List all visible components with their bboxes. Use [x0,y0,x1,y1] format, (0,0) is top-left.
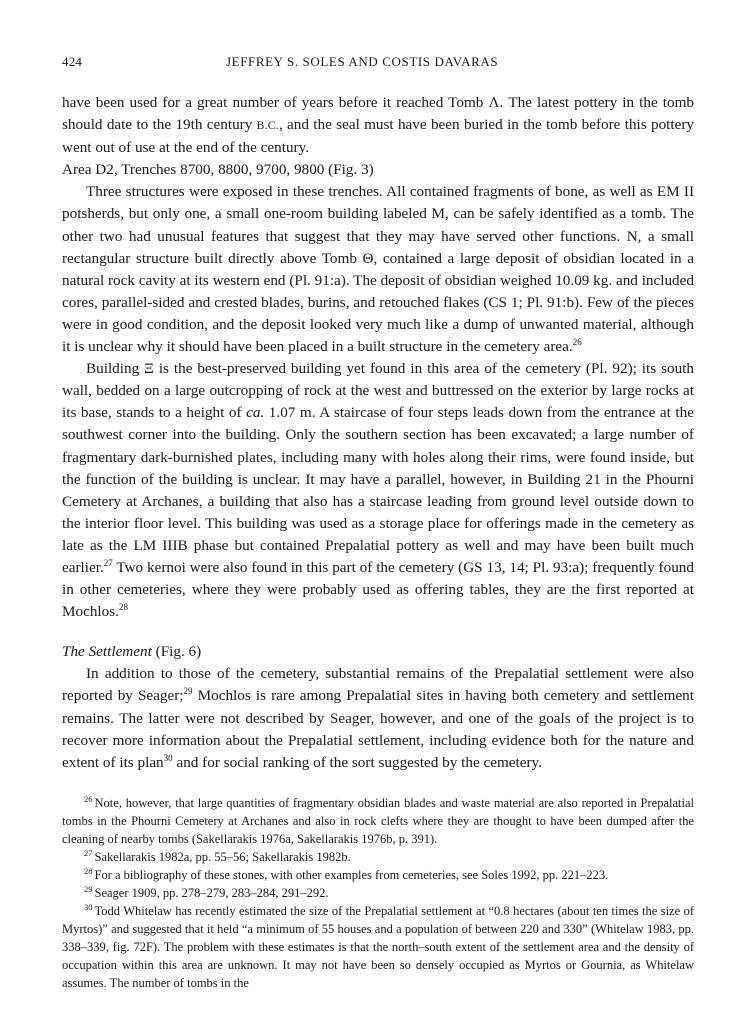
body-text [62,92,694,774]
small-caps-bc: B.C. [256,120,279,133]
footnote-text: Todd Whitelaw has recently estimated the size of the Prepalatial settlement at “0.8 hectares (about ten times the size of Myrtos)” and suggested that it held “a minimum of 55 houses and a population of between 220 and 330” (Whitelaw 1983, pp. 338–339, fig. 72F). The problem with these estimates is that the north–south extent of the settlement area and the density of occupation within this area are unknown. It may not have been so densely occupied as Myrtos or Gournia, as Whitelaw assumes. The number of tombs in the [62,903,694,990]
text-run: In addition to those of the cemetery, substantial remains of the Prepalatial settlement were also reported by Seager; [62,665,694,705]
footnote [62,866,694,884]
footnote [62,902,694,992]
page [62,0,694,992]
footnote-number: 27 [84,847,93,858]
paragraph-three-structures [62,181,694,358]
text-run: have been used for a great number of years before it reached Tomb Λ. The latest pottery in the tomb should date to the 19th century [62,94,694,134]
footnotes [62,794,694,992]
footnote-text: For a bibliography of these stones, with other examples from cemeteries, see Soles 1992, pp. 221–223. [94,867,609,882]
settlement-title: The Settlement [62,643,152,661]
running-header [62,54,694,74]
section-heading-settlement [62,641,694,663]
footnote-ref: 29 [183,686,193,697]
footnote-number: 26 [84,793,93,804]
footnote-text: Seager 1909, pp. 278–279, 283–284, 291–292. [94,885,329,900]
paragraph-continuation [62,92,694,159]
text-run: Three structures were exposed in these trenches. All contained fragments of bone, as well as EM II potsherds, but only one, a small one-room building labeled M, can be safely identified as a tomb. The other two had unusual features that suggest that they may have served other functions. N, a small rectangular structure built directly above Tomb Θ, contained a large deposit of obsidian located in a natural rock cavity at its western end (Pl. 91:a). The deposit of obsidian weighed 10.09 kg. and included cores, parallel-sided and crested blades, burins, and retouched flakes (CS 1; Pl. 91:b). Few of the pieces were in good condition, and the deposit looked very much like a dump of unwanted material, although it is unclear why it should have been placed in a built structure in the cemetery area. [62,183,694,356]
footnote-ref: 26 [572,337,582,348]
text-run: and for social ranking of the sort suggested by the cemetery. [172,753,542,771]
figure-ref: (Fig. 6) [151,643,202,661]
footnote-text: Note, however, that large quantities of fragmentary obsidian blades and waste material are also reported in Prepalatial tombs in the Phourni Cemetery at Archanes and also in rock clefts where they are thought to have been dumped after the cleaning of nearby tombs (Sakellarakis 1976a, Sakellarakis 1976b, p. 391). [62,795,694,846]
text-run: Building Ξ is the best-preserved building yet found in this area of the cemetery (Pl. 92); its south wall, bedded on a large outcropping of rock at the west and buttressed on the exterior by large rocks at its base, stands to a height of [62,360,694,422]
footnote [62,794,694,848]
footnote-ref: 28 [118,602,128,613]
section-heading-area-d2: Area D2, Trenches 8700, 8800, 9700, 9800 (Fig. 3) [62,161,374,179]
footnote-number: 30 [84,901,93,912]
footnote-ref: 27 [103,557,113,568]
page-number: 424 [62,54,83,69]
footnote-number: 29 [84,883,93,894]
footnote-number: 28 [84,865,93,876]
footnote-text: Sakellarakis 1982a, pp. 55–56; Sakellarakis 1982b. [94,849,351,864]
footnote [62,884,694,902]
paragraph-building-xi [62,358,694,623]
text-run: , and the seal must have been buried in the tomb before this pottery went out of use at the end of the century. [62,116,694,157]
text-run: Mochlos is rare among Prepalatial sites in having both cemetery and settlement remains. The latter were not described by Seager, however, and one of the goals of the project is to recover more information about the Prepalatial settlement, including evidence both for the nature and extent of its plan [62,687,695,771]
text-run: 1.07 m. A staircase of four steps leads down from the entrance at the southwest corner into the building. Only the southern section has been excavated; a large number of fragmentary dark-burnished plates, including many with holes along their rims, were found inside, but the function of the building is unclear. It may have a parallel, however, in Building 21 in the Phourni Cemetery at Archanes, a building that also has a staircase leading from ground level outside down to the interior floor level. This building was used as a storage place for offerings made in the cemetery as late as the LM IIIB phase but contained Prepalatial pottery as well and may have been built much earlier. [62,404,694,576]
italic-ca: ca. [246,404,265,422]
footnote [62,848,694,866]
paragraph-settlement [62,663,694,773]
text-run: Two kernoi were also found in this part of the cemetery (GS 13, 14; Pl. 93:a); frequently found in other cemeteries, where they were probably used as offering tables, they are the first reported at Mochlos. [62,558,694,621]
running-header-authors: JEFFREY S. SOLES AND COSTIS DAVARAS [226,54,499,69]
footnote-ref: 30 [163,752,173,763]
